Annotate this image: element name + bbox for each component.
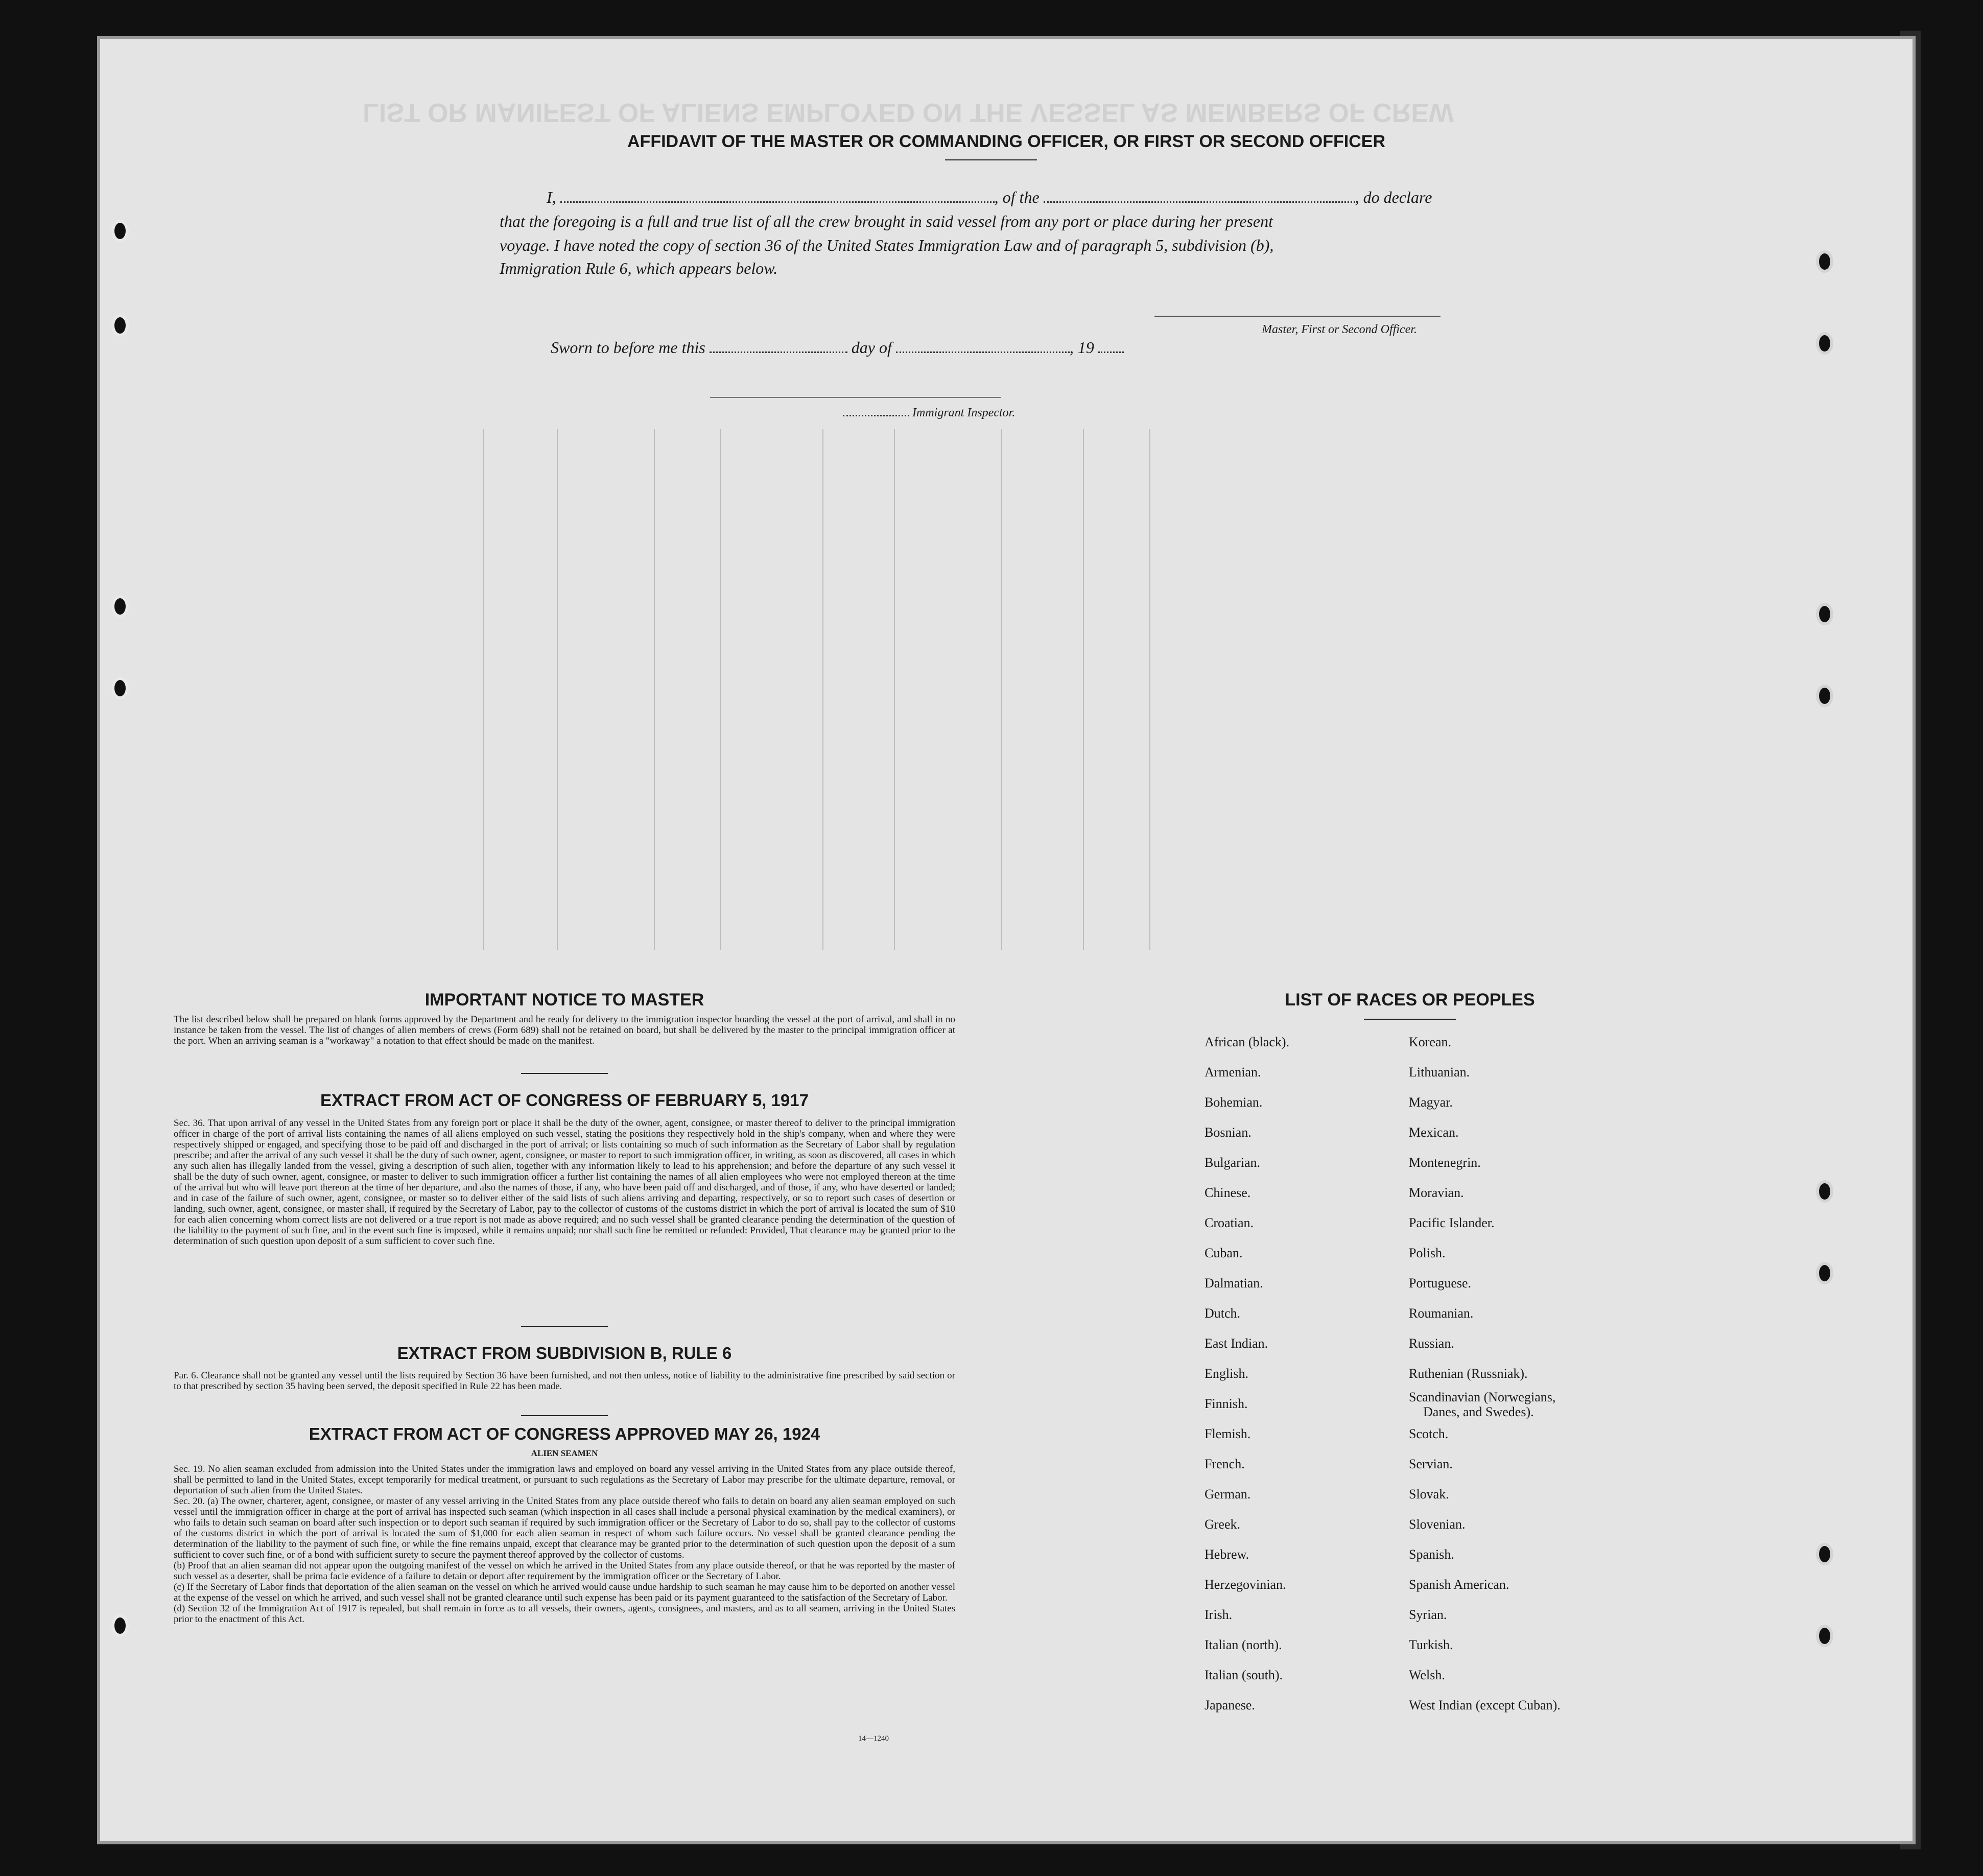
race-item: Bulgarian. (1205, 1155, 1261, 1170)
race-item: Korean. (1409, 1035, 1452, 1049)
race-item: Herzegovinian. (1205, 1577, 1286, 1592)
punch-hole (111, 677, 129, 699)
do-declare-label: , do declare (1355, 188, 1432, 206)
race-item: Spanish American. (1409, 1577, 1509, 1592)
race-item-continued: Danes, and Swedes). (1423, 1404, 1534, 1419)
form-number: 14—1240 (858, 1734, 889, 1743)
master-signature-line[interactable] (1154, 316, 1441, 317)
race-item: English. (1205, 1366, 1248, 1381)
punch-hole (1816, 250, 1833, 273)
race-item: Slovak. (1409, 1487, 1449, 1502)
column-line (557, 429, 558, 950)
race-item: Welsh. (1409, 1668, 1445, 1682)
punch-hole (1816, 685, 1833, 707)
race-item: Finnish. (1205, 1396, 1248, 1411)
punch-hole (1816, 332, 1833, 355)
sec20d-text: (d) Section 32 of the Immigration Act of 1917 is repealed, but shall remain in force as to all vessels, their owners, agents, consignees, and masters, and as to all seamen, arriving in the United States prior to the enactment of this Act. (174, 1603, 955, 1625)
column-line (1083, 429, 1084, 950)
sworn-month-field[interactable] (896, 351, 1070, 353)
sworn-day-field[interactable] (710, 351, 847, 353)
race-item: Portuguese. (1409, 1276, 1472, 1291)
declarant-name-field[interactable] (560, 201, 995, 203)
race-item: Italian (north). (1205, 1637, 1282, 1652)
title-underline (945, 159, 1037, 160)
affidavit-title: AFFIDAVIT OF THE MASTER OR COMMANDING OFFICER, OR FIRST OR SECOND OFFICER (627, 132, 1385, 151)
race-item: Croatian. (1205, 1215, 1254, 1230)
race-item: German. (1205, 1487, 1251, 1502)
race-item: Russian. (1409, 1336, 1454, 1351)
column-line (822, 429, 823, 950)
races-title: LIST OF RACES OR PEOPLES (1285, 990, 1535, 1010)
affidavit-line-3: voyage. I have noted the copy of section 36 of the United States Immigration Law and of paragraph 5, subdivision (b), (500, 236, 1274, 254)
column-line (894, 429, 895, 950)
race-item: Polish. (1409, 1246, 1446, 1260)
sec19-text: Sec. 19. No alien seaman excluded from admission into the United States under the immigration laws and employed on board any vessel arriving in the United States from any place outside thereof, shall be permitted to land in the United States, except temporarily for medical treatment, or pursuant to such regulations as the Secretary of Labor may prescribe for the ultimate departure, removal, or deportation of such alien from the United States. (174, 1464, 955, 1496)
sec20c-text: (c) If the Secretary of Labor finds that deportation of the alien seaman on the vessel on which he arrived would cause undue hardship to such seaman he may cause him to be deported on another vessel at the expense of the vessel on which he arrived, and such vessel shall not be granted clearance until such expense has been paid or its payment guaranteed to the satisfaction of the Secretary of Labor. (174, 1582, 955, 1603)
race-item: Moravian. (1409, 1185, 1464, 1200)
race-item: Mexican. (1409, 1125, 1459, 1140)
notice-body: The list described below shall be prepared on blank forms approved by the Department and be ready for delivery to the immigration inspector boarding the vessel at the port of arrival, and shall in no instance be taken from the vessel. The list of changes of alien members of crews (Form 689) shall not be retained on board, but shall be delivered by the master to the principal immigration officer at the port. When an arriving seaman is a "workaway" a notation to that effect should be made on the manifest. (174, 1014, 955, 1046)
of-the-label: , of the (994, 188, 1040, 206)
race-item: African (black). (1205, 1035, 1290, 1049)
extract-1917-body: Sec. 36. That upon arrival of any vessel in the United States from any foreign port or place it shall be the duty of the owner, agent, consignee, or master thereof to deliver to the principal immigration officer in charge of the port of arrival lists containing the names of all aliens employed on such vessel, stating the positions they respectively hold in the ship's company, when and where they were respectively shipped or engaged, and specifying those to be paid off and discharged in the port of arrival; or lists containing so much of such information as the Secretary of Labor shall by regulation prescribe; and after the arrival of any such vessel it shall be the duty of such owner, agent, consignee, or master to report to such immigration officer, in writing, as soon as discovered, all cases in which any such alien has illegally landed from the vessel, giving a description of such alien, together with any information likely to lead to his apprehension; and before the departure of any such vessel it shall be the duty of such owner, agent, consignee, or master to deliver to such immigration officer a further list containing the names of all alien employees who were not employed thereon at the time of the arrival but who will leave port thereon at the time of her departure, and also the names of those, if any, who have been paid off and discharged, and of those, if any, who have deserted or landed; and in case of the failure of such owner, agent, consignee, or master so to deliver either of the said lists of such aliens arriving and departing, respectively, or so to report such cases of desertion or landing, such owner, agent, consignee, or master shall, if required by the Secretary of Labor, pay to the collector of customs of the customs district in which the port of arrival is located the sum of $10 for each alien concerning whom correct lists are not delivered or a true report is not made as above required; and no such vessel shall be granted clearance pending the determination of the question of the liability to the payment of such fine, and in the event such fine is imposed, while it remains unpaid; nor shall such fine be remitted or refunded: Provided, That clearance may be granted prior to the determination of such question upon deposit of a sum sufficient to cover such fine. (174, 1118, 955, 1247)
extract-1924-title: EXTRACT FROM ACT OF CONGRESS APPROVED MAY 26, 1924 (309, 1424, 820, 1443)
punch-hole (111, 595, 129, 618)
race-item: Montenegrin. (1409, 1155, 1481, 1170)
race-item: West Indian (except Cuban). (1409, 1698, 1561, 1713)
race-item: Chinese. (1205, 1185, 1251, 1200)
race-item: Irish. (1205, 1607, 1233, 1622)
inspector-line (843, 406, 1015, 420)
notice-title: IMPORTANT NOTICE TO MASTER (424, 990, 704, 1010)
punch-hole (111, 314, 129, 337)
affidavit-line-4: Immigration Rule 6, which appears below. (500, 259, 778, 277)
inspector-signature-field[interactable] (843, 415, 909, 416)
race-item: Pacific Islander. (1409, 1215, 1495, 1230)
punch-hole (1816, 1543, 1833, 1565)
day-of-label: day of (851, 338, 892, 357)
race-item: Spanish. (1409, 1547, 1454, 1562)
race-item: Turkish. (1409, 1637, 1453, 1652)
race-item: Italian (south). (1205, 1668, 1283, 1682)
race-item: Magyar. (1409, 1095, 1453, 1110)
master-signature-label: Master, First or Second Officer. (1262, 323, 1417, 336)
race-item: Lithuanian. (1409, 1065, 1470, 1080)
race-item: Greek. (1205, 1517, 1241, 1532)
extract-divider (521, 1415, 608, 1416)
race-item: French. (1205, 1457, 1245, 1471)
year-label: , 19 (1069, 338, 1094, 357)
punch-hole (111, 220, 129, 242)
race-item: Roumanian. (1409, 1306, 1474, 1321)
column-line (1001, 429, 1002, 950)
race-item: Bosnian. (1205, 1125, 1252, 1140)
punch-hole (1816, 603, 1833, 625)
punch-hole (111, 1614, 129, 1637)
extract-1924-body (174, 1464, 955, 1625)
race-item: Japanese. (1205, 1698, 1255, 1713)
sworn-year-field[interactable] (1098, 351, 1124, 353)
punch-hole (1816, 1625, 1833, 1647)
vessel-name-field[interactable] (1044, 201, 1355, 203)
race-item: Slovenian. (1409, 1517, 1466, 1532)
extract-rule6-title: EXTRACT FROM SUBDIVISION B, RULE 6 (397, 1344, 732, 1363)
race-item: East Indian. (1205, 1336, 1268, 1351)
race-item: Servian. (1409, 1457, 1453, 1471)
column-line (654, 429, 655, 950)
race-item: Bohemian. (1205, 1095, 1263, 1110)
races-title-underline (1364, 1019, 1456, 1020)
column-line (720, 429, 721, 950)
extract-1917-title: EXTRACT FROM ACT OF CONGRESS OF FEBRUARY 5, 1917 (320, 1091, 809, 1110)
extract-divider (521, 1326, 608, 1327)
punch-hole (1816, 1262, 1833, 1284)
race-item: Hebrew. (1205, 1547, 1249, 1562)
race-item: Scandinavian (Norwegians, (1409, 1390, 1556, 1404)
race-item: Flemish. (1205, 1426, 1251, 1441)
extract-rule6-body: Par. 6. Clearance shall not be granted any vessel until the lists required by Section 36 have been furnished, and not then unless, notice of liability to the administrative fine prescribed by said section or to that prescribed by section 35 having been served, the deposit specified in Rule 22 has been made. (174, 1370, 955, 1392)
column-line (483, 429, 484, 950)
alien-seamen-subtitle: ALIEN SEAMEN (531, 1448, 598, 1458)
race-item: Cuban. (1205, 1246, 1243, 1260)
inspector-label: Immigrant Inspector. (912, 406, 1016, 419)
show-through-header: LIST OR MANIFEST OF ALIENS EMPLOYED ON THE VESSEL AS MEMBERS OF CREW (363, 98, 1454, 127)
race-item: Armenian. (1205, 1065, 1261, 1080)
document-page (97, 36, 1916, 1844)
column-line (1149, 429, 1150, 950)
punch-hole (1816, 1180, 1833, 1203)
race-item: Ruthenian (Russniak). (1409, 1366, 1528, 1381)
declarant-line (547, 188, 1432, 207)
race-item: Dutch. (1205, 1306, 1241, 1321)
affidavit-line-2: that the foregoing is a full and true list of all the crew brought in said vessel from any port or place during her present (500, 212, 1273, 230)
sworn-line (551, 338, 1124, 357)
race-item: Syrian. (1409, 1607, 1447, 1622)
i-label: I, (547, 188, 556, 206)
race-item: Dalmatian. (1205, 1276, 1263, 1291)
sec20a-text: Sec. 20. (a) The owner, charterer, agent, consignee, or master of any vessel arriving in the United States from any place outside thereof who fails to detain on board any alien seaman employed on such vessel until the immigration officer in charge at the port of arrival has inspected such seaman (which inspection in all cases shall include a personal physical examination by the medical examiners), or who fails to detain such seaman on board after such inspection or to deport such seaman if required by such immigration officer or the Secretary of Labor to do so, shall pay to the collector of customs of the customs district in which the port of arrival is located the sum of $1,000 for each alien seaman in respect of whom such failure occurs. No vessel shall be granted clearance pending the determination of the liability to the payment of such fine, or while the fine remains unpaid, except that clearance may be granted prior to the determination of such question upon the deposit of a sum sufficient to cover such fine, or of a bond with sufficient surety to secure the payment thereof approved by the collector of customs. (174, 1496, 955, 1560)
inspector-top-line (710, 397, 1001, 398)
race-item: Scotch. (1409, 1426, 1449, 1441)
sec20b-text: (b) Proof that an alien seaman did not appear upon the outgoing manifest of the vessel on which he arrived in the United States from any place outside thereof, or that he was reported by the master of such vessel as a deserter, shall be prima facie evidence of a failure to detain or deport after requirement by the immigration officer or the Secretary of Labor. (174, 1560, 955, 1582)
sworn-label: Sworn to before me this (551, 338, 705, 357)
notice-divider (521, 1073, 608, 1074)
